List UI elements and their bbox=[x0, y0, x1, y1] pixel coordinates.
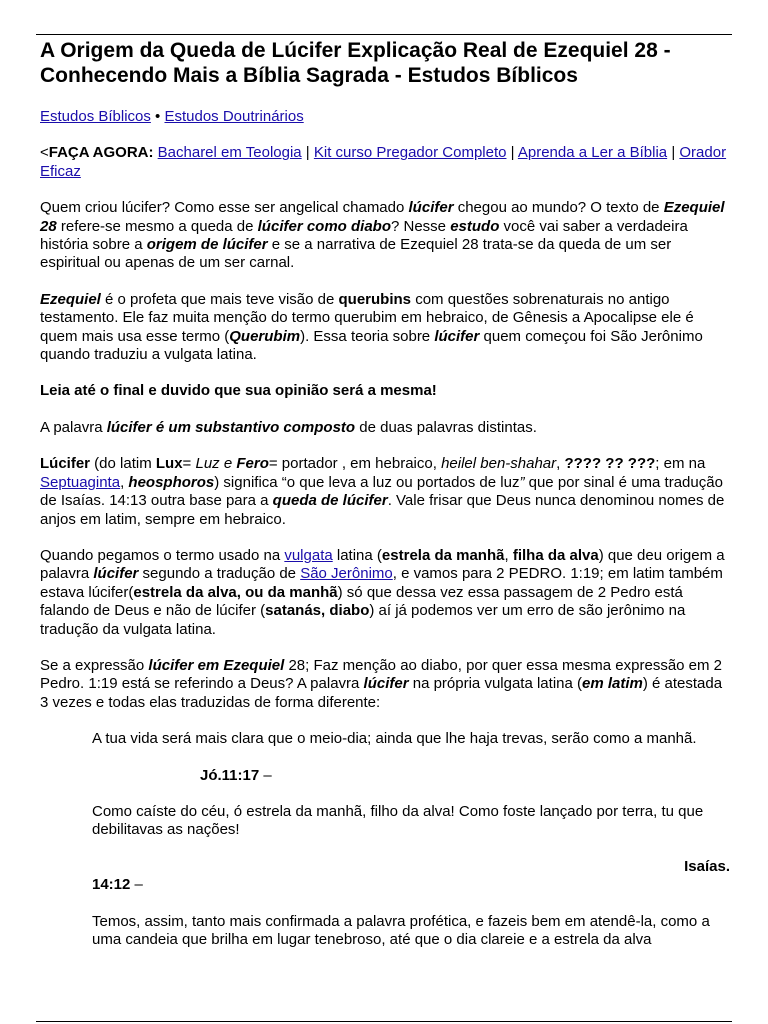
reference-isaias-verse: 14:12 – bbox=[92, 876, 143, 894]
link-septuaginta[interactable]: Septuaginta bbox=[40, 473, 121, 491]
page-title: A Origem da Queda de Lúcifer Explicação Real de Ezequiel 28 - Conhecendo Mais a Bíblia Sagrada - Estudos Bíblicos bbox=[40, 39, 671, 87]
reference-isaias-book: Isaías. bbox=[684, 857, 730, 875]
promo-separator: | bbox=[667, 144, 680, 162]
quote-jo: A tua vida será mais clara que o meio-dia; ainda que lhe haja trevas, serão como a manhã. bbox=[92, 730, 697, 748]
article bbox=[40, 38, 730, 949]
link-vulgata[interactable]: vulgata bbox=[284, 546, 333, 564]
paragraph-vulgata: Quando pegamos o termo usado na vulgata latina (estrela da manhã, filha da alva) que deu origem a palavra lúcifer segundo a tradução de São Jerônimo, e vamos para 2 PEDRO. 1:19; em latim também estava lúcifer(estrela da alva, ou da manhã) só que dessa vez essa passagem de 2 Pedro está falando de Deus e não de lúcifer (satanás, diabo) aí já podemos ver um erro de são jerônimo na tradução da vulgata latina. bbox=[40, 546, 725, 638]
paragraph-leia: Leia até o final e duvido que sua opinião será a mesma! bbox=[40, 382, 437, 400]
bottom-rule bbox=[36, 1021, 732, 1022]
link-kit-pregador[interactable]: Kit curso Pregador Completo bbox=[313, 144, 507, 162]
promo-line bbox=[40, 144, 730, 181]
quote-isaias: Como caíste do céu, ó estrela da manhã, filho da alva! Como foste lançado por terra, tu que debilitavas as nações! bbox=[92, 802, 704, 839]
promo-separator: | bbox=[301, 144, 314, 162]
breadcrumb-link-estudos-biblicos[interactable]: Estudos Bíblicos bbox=[40, 108, 151, 125]
paragraph-etimologia: Lúcifer (do latim Lux= Luz e Fero= portador , em hebraico, heilel ben-shahar, ???? ?? ???; em na Septuaginta, heosphoros) significa “o que leva a luz ou portados de luz” que por sinal é uma tradução de Isaías. 14:13 outra base para a queda de lúcifer. Vale frisar que Deus nunca denominou nomes de anjos em latim, sempre em hebraico. bbox=[40, 455, 725, 528]
top-rule bbox=[36, 34, 732, 35]
link-sao-jeronimo[interactable]: São Jerônimo bbox=[300, 565, 393, 583]
breadcrumb bbox=[40, 108, 730, 126]
paragraph-intro: Quem criou lúcifer? Como esse ser angelical chamado lúcifer chegou ao mundo? O texto de Ezequiel 28 refere-se mesmo a queda de lúcifer como diabo? Nesse estudo você vai saber a verdadeira história sobre a origem de lúcifer e se a narrativa de Ezequiel 28 trata-se da queda de um ser espiritual ou apenas de um ser carnal. bbox=[40, 199, 725, 272]
reference-jo: Jó.11:17 – bbox=[200, 766, 272, 784]
paragraph-expressao: Se a expressão lúcifer em Ezequiel 28; Faz menção ao diabo, por quer essa mesma expressão em 2 Pedro. 1:19 está se referindo a Deus? A palavra lúcifer na própria vulgata latina (em latim) é atestada 3 vezes e todas elas traduzidas de forma diferente: bbox=[40, 656, 723, 711]
promo-label: FAÇA AGORA: bbox=[48, 144, 154, 162]
promo-separator: | bbox=[506, 144, 518, 162]
paragraph-ezequiel: Ezequiel é o profeta que mais teve visão de querubins com questões sobrenaturais no antigo testamento. Ele faz muita menção do termo querubim em hebraico, de Gênesis a Apocalipse ele é quem mais usa esse termo (Querubim). Essa teoria sobre lúcifer quem começou foi São Jerônimo quando traduziu a vulgata latina. bbox=[40, 290, 703, 364]
quote-pedro: Temos, assim, tanto mais confirmada a palavra profética, e fazeis bem em atendê-la, como a uma candeia que brilha em lugar tenebroso, até que o dia clareie e a estrela da alva bbox=[92, 912, 710, 948]
breadcrumb-separator: • bbox=[150, 108, 165, 125]
paragraph-palavra: A palavra lúcifer é um substantivo composto de duas palavras distintas. bbox=[40, 418, 537, 436]
promo-prefix: < bbox=[40, 144, 49, 162]
link-bacharel-teologia[interactable]: Bacharel em Teologia bbox=[157, 144, 302, 162]
link-ler-biblia[interactable]: Aprenda a Ler a Bíblia bbox=[517, 144, 668, 162]
link-orador-eficaz[interactable]: Orador Eficaz bbox=[40, 144, 727, 180]
breadcrumb-link-estudos-doutrinarios[interactable]: Estudos Doutrinários bbox=[164, 108, 304, 125]
